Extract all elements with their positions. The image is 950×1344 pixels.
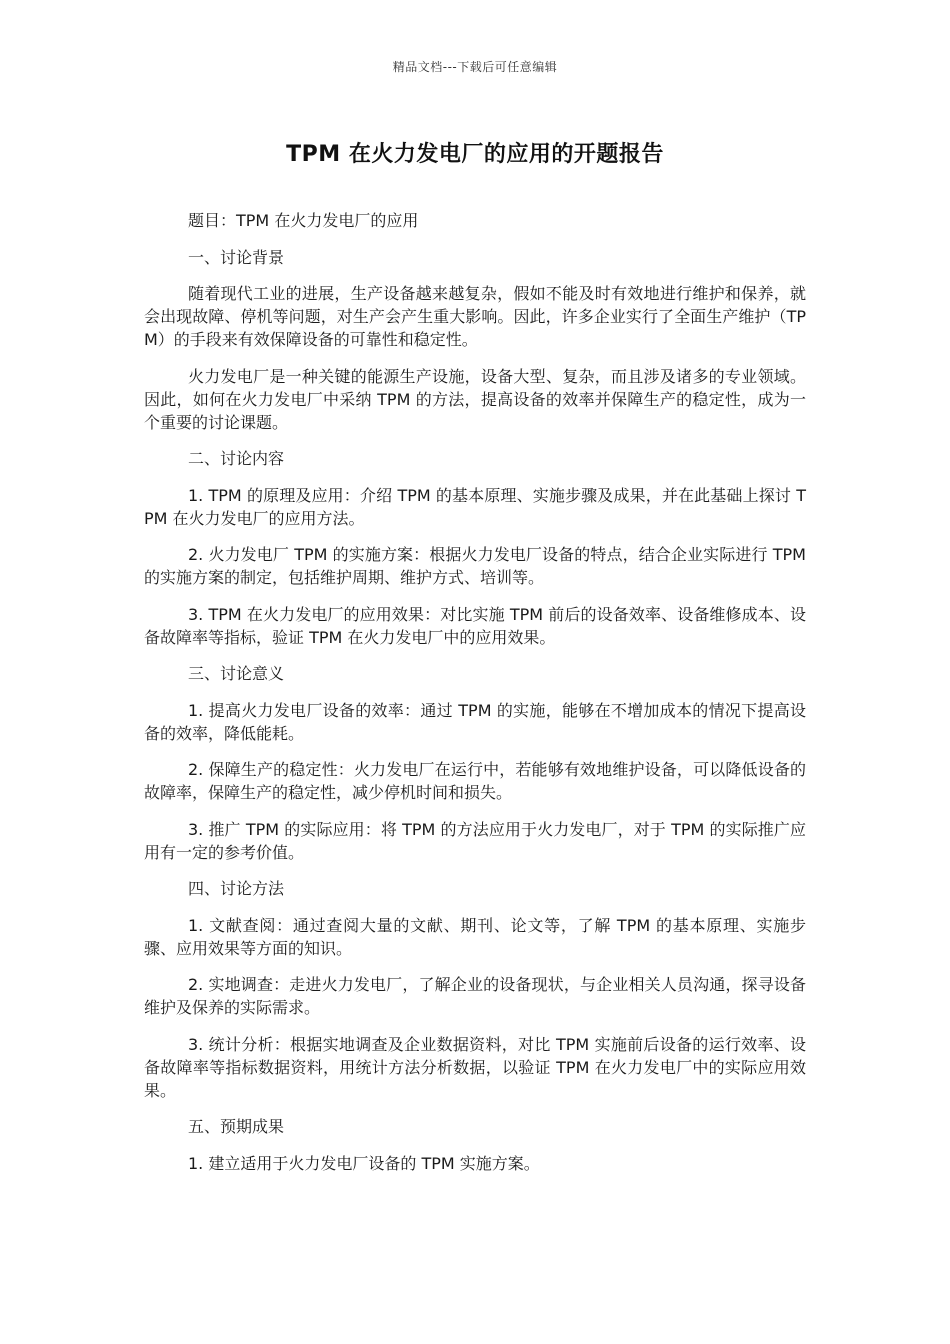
method-item-1: 1. 文献查阅：通过查阅大量的文献、期刊、论文等，了解 TPM 的基本原理、实施步骤、应用效果等方面的知识。 — [144, 915, 806, 958]
header-note: 精品文档---下载后可任意编辑 — [392, 60, 558, 74]
significance-item-1: 1. 提高火力发电厂设备的效率：通过 TPM 的实施，能够在不增加成本的情况下提高设备的效率，降低能耗。 — [144, 700, 806, 743]
method-item-3: 3. 统计分析：根据实地调查及企业数据资料，对比 TPM 实施前后设备的运行效率、设备故障率等指标数据资料，用统计方法分析数据，以验证 TPM 在火力发电厂中的实际应用效果。 — [144, 1034, 806, 1100]
outcome-item-1: 1. 建立适用于火力发电厂设备的 TPM 实施方案。 — [188, 1153, 540, 1173]
document-title: TPM 在火力发电厂的应用的开题报告 — [286, 142, 664, 167]
background-paragraph-1: 随着现代工业的进展，生产设备越来越复杂，假如不能及时有效地进行维护和保养，就会出现故障、停机等问题，对生产会产生重大影响。因此，许多企业实行了全面生产维护（TPM）的手段来有效保障设备的可靠性和稳定性。 — [144, 284, 806, 349]
significance-item-3: 3. 推广 TPM 的实际应用：将 TPM 的方法应用于火力发电厂，对于 TPM 的实际推广应用有一定的参考价值。 — [144, 819, 806, 862]
background-paragraph-2: 火力发电厂是一种关键的能源生产设施，设备大型、复杂，而且涉及诸多的专业领域。因此，如何在火力发电厂中采纳 TPM 的方法，提高设备的效率并保障生产的稳定性，成为一个重要的讨论课题。 — [144, 366, 806, 432]
method-item-2: 2. 实地调查：走进火力发电厂，了解企业的设备现状，与企业相关人员沟通，探寻设备维护及保养的实际需求。 — [144, 975, 806, 1017]
content-item-3: 3. TPM 在火力发电厂的应用效果：对比实施 TPM 前后的设备效率、设备维修成本、设备故障率等指标，验证 TPM 在火力发电厂中的应用效果。 — [144, 604, 806, 647]
content-item-2: 2. 火力发电厂 TPM 的实施方案：根据火力发电厂设备的特点，结合企业实际进行 TPM 的实施方案的制定，包括维护周期、维护方式、培训等。 — [144, 545, 806, 587]
content-item-1: 1. TPM 的原理及应用：介绍 TPM 的基本原理、实施步骤及成果，并在此基础上探讨 TPM 在火力发电厂的应用方法。 — [144, 485, 806, 528]
significance-item-2: 2. 保障生产的稳定性：火力发电厂在运行中，若能够有效地维护设备，可以降低设备的故障率，保障生产的稳定性，减少停机时间和损失。 — [144, 760, 806, 802]
section-heading-methods: 四、讨论方法 — [188, 879, 285, 898]
section-heading-outcomes: 五、预期成果 — [188, 1117, 285, 1136]
section-heading-significance: 三、讨论意义 — [188, 664, 285, 683]
topic-line: 题目：TPM 在火力发电厂的应用 — [188, 211, 419, 230]
section-heading-background: 一、讨论背景 — [188, 247, 285, 267]
document-body — [144, 209, 806, 1188]
section-heading-content: 二、讨论内容 — [188, 449, 285, 468]
